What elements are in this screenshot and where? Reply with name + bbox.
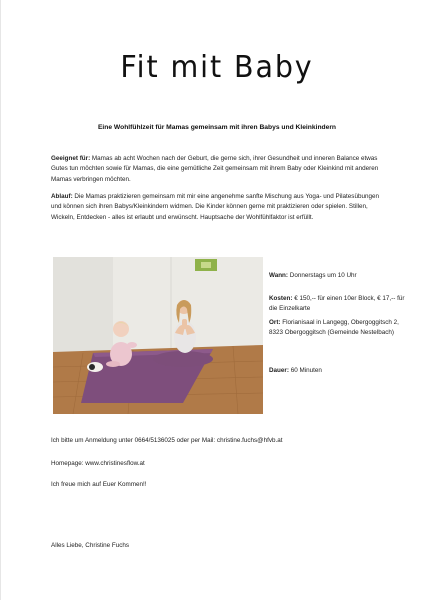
ablauf-text: Die Mamas praktizieren gemeinsam mit mir eine angenehme sanfte Mischung aus Yoga- und Pilatesübungen und können sich ihren Babys/Kleinkindern widmen. Die Kinder können gerne mit praktizieren oder spielen. Stillen, Wickeln, Entdecken - alles ist erlaubt und erwünscht. Hauptsache der Wohlfühlfaktor ist erfüllt. [51,193,379,221]
info-kosten [269,294,409,315]
info-wann [269,271,409,281]
yoga-photo-illustration [53,257,263,414]
yoga-photo [53,257,263,414]
dauer-label: Dauer: [269,367,289,374]
page-subtitle: Eine Wohlfühlzeit für Mamas gemeinsam mit ihren Babys und Kleinkindern [97,124,337,131]
kosten-value: € 150,-- für einen 10er Block, € 17,-- für die Einzelkarte [269,295,405,313]
homepage-text: Homepage: www.christinesflow.at [51,460,145,467]
kosten-label: Kosten: [269,295,293,302]
geeignet-label: Geeignet für: [51,155,91,162]
ablauf-paragraph [51,192,386,223]
info-dauer [269,366,409,376]
ablauf-label: Ablauf: [51,193,73,200]
info-ort [269,318,399,339]
ort-label: Ort: [269,319,281,326]
ort-value: Florianisaal in Langegg, Obergoggitsch 2, 8323 Obergoggitsch (Gemeinde Nestelbach) [269,319,399,337]
closing-text: Ich freue mich auf Euer Kommen!! [51,481,147,488]
wann-value: Donnerstags um 10 Uhr [288,272,357,279]
wann-label: Wann: [269,272,289,279]
signature-text: Alles Liebe, Christine Fuchs [51,542,130,549]
geeignet-text: Mamas ab acht Wochen nach der Geburt, die gerne sich, ihrer Gesundheit und inneren Balance etwas Gutes tun möchten sowie für Mamas, die eine gemütliche Zeit gemeinsam mit ihrem Baby oder Kleinkind mit anderen Mamas verbringen möchten. [51,155,379,183]
dauer-value: 60 Minuten [288,367,322,374]
page-title: Fit mit Baby [120,50,314,85]
anmeldung-text: Ich bitte um Anmeldung unter 0664/5136025 oder per Mail: christine.fuchs@hfvb.at [51,437,283,444]
geeignet-paragraph [51,154,386,185]
